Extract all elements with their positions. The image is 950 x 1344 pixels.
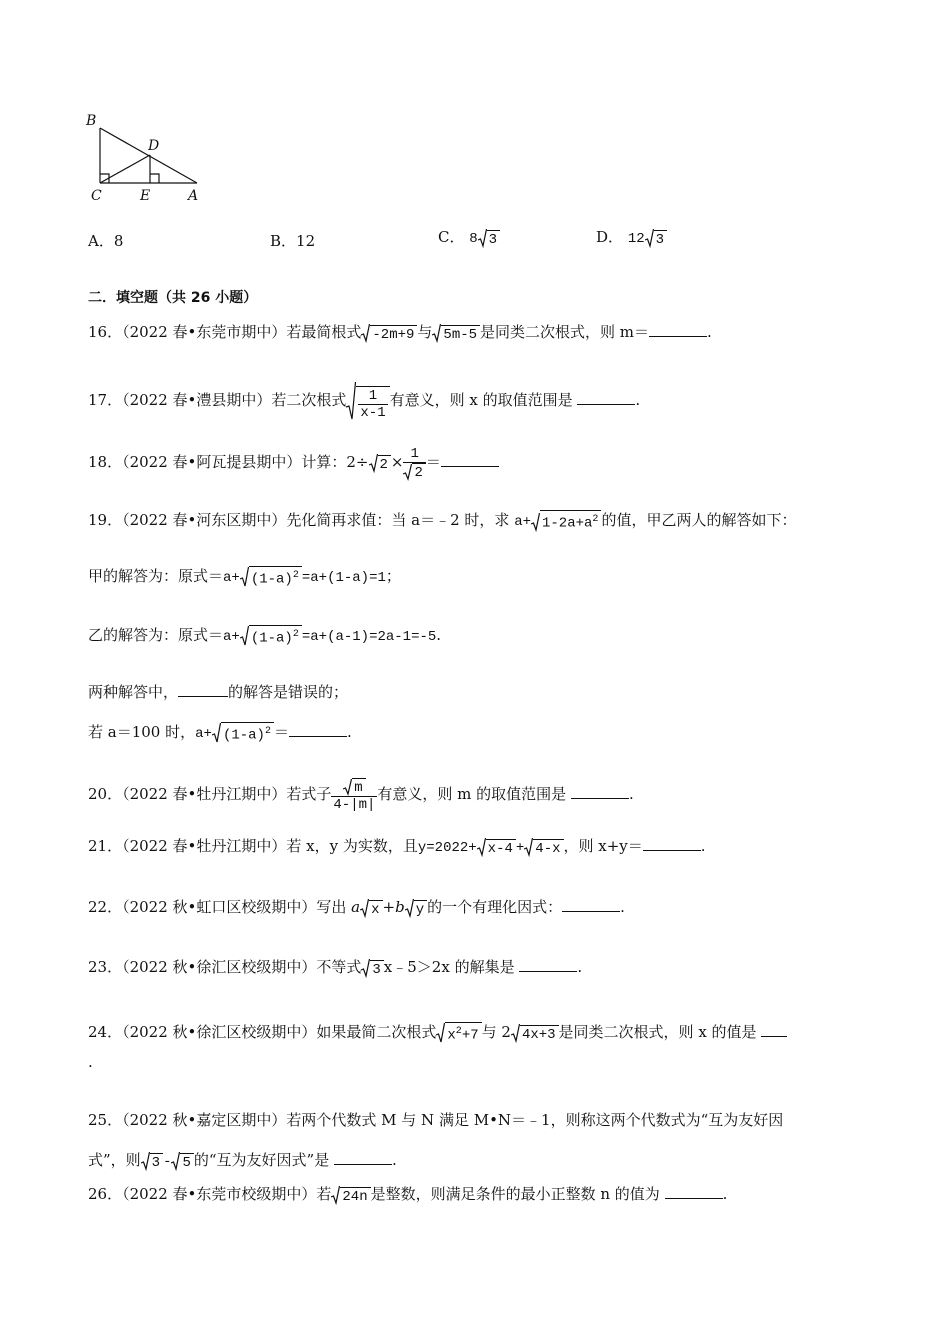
q-text: ＝ [425, 453, 441, 471]
q-end: . [635, 391, 641, 409]
answer-blank[interactable] [562, 897, 620, 912]
sqrt-expr [369, 453, 391, 473]
q-source: （2022 春•东莞市校级期中）若 [122, 1185, 332, 1203]
frac-den: 4-|m| [333, 796, 376, 813]
label-d: D [148, 138, 160, 154]
fraction [403, 446, 425, 481]
label-e: E [140, 188, 151, 204]
fraction [331, 778, 377, 813]
question-26 [88, 1184, 727, 1205]
q-source: （2022 春•阿瓦提县期中）计算：2÷ [122, 453, 369, 471]
sqrt-expr [511, 1023, 559, 1043]
q-text: 的解答是错误的； [228, 683, 349, 701]
radicand: y [414, 900, 427, 918]
q-num: 17． [88, 391, 123, 409]
sqrt-expr [403, 463, 425, 481]
answer-blank[interactable] [441, 452, 499, 467]
choice-letter: D． [596, 228, 624, 246]
sqrt-expr [171, 1151, 193, 1171]
answer-blank[interactable] [289, 722, 347, 737]
radicand: $(1-a)^2$ [221, 722, 274, 744]
question-22 [88, 897, 625, 918]
q-text: 两种解答中， [88, 683, 179, 701]
var-b: +b [382, 898, 405, 916]
sqrt-expr [524, 837, 563, 857]
answer-blank[interactable] [761, 1022, 787, 1037]
q-text: 有意义，则 m 的取值范围是 [377, 785, 567, 803]
var-a: a [351, 898, 361, 916]
q-end: . [620, 898, 625, 916]
q-text: 是整数，则满足条件的最小正整数 n 的值为 [370, 1185, 660, 1203]
q-text: ＝ [273, 723, 289, 741]
solution-label: 乙的解答为：原式＝ [88, 626, 224, 644]
sqrt-expr [361, 958, 383, 978]
exponent: 2 [592, 514, 599, 526]
expr: a+ [514, 514, 531, 530]
radicand: 5 [180, 1153, 193, 1171]
radicand: $(1-a)^2$ [249, 625, 302, 647]
expr: + [515, 840, 525, 856]
sqrt-expr [360, 898, 382, 918]
solution-label: 甲的解答为：原式＝ [88, 567, 224, 585]
question-24 [88, 1022, 787, 1044]
sqrt-expr [346, 381, 389, 421]
expr: =a+(1-a)=1 [301, 570, 386, 586]
answer-blank[interactable] [571, 784, 629, 799]
q-text: 与 2 [481, 1023, 511, 1041]
q-end: . [346, 723, 352, 741]
q-end: . [722, 1185, 728, 1203]
choice-value: 8 [113, 232, 124, 250]
question-25 [88, 1110, 783, 1130]
q-text: （2022 秋•嘉定区期中）若两个代数式 M 与 N 满足 M•N＝﹣1，则称这两个代数式为“互为友好因 [122, 1111, 784, 1129]
q-end: . [628, 785, 634, 803]
choice-b [270, 230, 315, 251]
triangle-figure [84, 110, 209, 205]
sqrt-expr [361, 323, 417, 343]
sqrt-expr [343, 778, 365, 796]
sqrt-expr [240, 566, 302, 588]
answer-blank[interactable] [334, 1150, 392, 1165]
q-num: 21． [88, 837, 123, 855]
q-source: （2022 秋•徐汇区校级期中）不等式 [122, 958, 362, 976]
radicand: 5m-5 [441, 325, 480, 343]
expr: a+ [195, 726, 212, 742]
choice-letter: B． [270, 232, 297, 250]
choice-d [596, 226, 667, 248]
q-num: 25． [88, 1111, 123, 1129]
q-end: ； [385, 567, 401, 585]
solution-jia [88, 566, 401, 588]
q-text: ，则 x+y＝ [563, 837, 643, 855]
radicand: 3 [654, 230, 667, 248]
sqrt-expr [477, 837, 516, 857]
frac-den: x-1 [360, 405, 386, 421]
sqrt-expr [331, 1185, 370, 1205]
section-title: 二．填空题（共 26 小题） [88, 290, 258, 306]
which-wrong [88, 682, 348, 702]
expr: y=2022+ [417, 840, 477, 856]
sqrt-expr [531, 510, 601, 532]
expr: a+ [223, 629, 240, 645]
q-text: × [390, 453, 404, 471]
q-end: . [707, 323, 712, 341]
radicand: x-4 [486, 839, 516, 857]
q-source: （2022 春•河东区期中）先化简再求值：当 a＝﹣2 时，求 [122, 511, 515, 529]
q-source: （2022 秋•徐汇区校级期中）如果最简二次根式 [122, 1023, 437, 1041]
q-source: （2022 春•澧县期中）若二次根式 [122, 391, 347, 409]
exponent: 2 [455, 1026, 462, 1038]
question-20 [88, 772, 634, 816]
q-num: 16． [88, 323, 123, 341]
a-equals-100 [88, 722, 352, 744]
question-21 [88, 836, 706, 858]
radicand: 2 [412, 463, 425, 481]
exponent: 2 [292, 629, 299, 641]
choice-value: 12 [296, 232, 316, 250]
q-num: 24． [88, 1023, 123, 1041]
exponent: 2 [264, 726, 271, 738]
choice-letter: C． [438, 228, 465, 246]
q-num: 20． [88, 785, 123, 803]
radicand: 3 [370, 960, 383, 978]
radicand: $1-2a+a^2$ [540, 510, 601, 532]
expr: =a+(a-1)=2a-1=-5 [301, 629, 437, 645]
solution-yi [88, 625, 441, 647]
choice-coef: 12 [627, 231, 645, 247]
q-end: . [436, 626, 442, 644]
q-text: 的值，甲乙两人的解答如下： [601, 511, 797, 529]
answer-blank[interactable] [665, 1184, 723, 1199]
radicand: 2 [378, 455, 391, 473]
sqrt-expr [432, 323, 480, 343]
question-23 [88, 957, 582, 978]
question-16 [88, 322, 712, 343]
q-source: （2022 秋•虹口区校级期中）写出 [122, 898, 352, 916]
radicand: 4x+3 [520, 1025, 559, 1043]
exponent: 2 [292, 570, 299, 582]
question-24-cont: . [88, 1053, 93, 1071]
answer-blank[interactable] [519, 957, 577, 972]
q-source: （2022 春•牡丹江期中）若式子 [122, 785, 332, 803]
sqrt-expr [141, 1151, 163, 1171]
q-text: 式”，则 [88, 1151, 141, 1169]
choice-coef: 8 [469, 231, 478, 247]
q-num: 22． [88, 898, 123, 916]
radicand: x [369, 900, 382, 918]
label-a: A [188, 188, 199, 204]
q-num: 19． [88, 511, 123, 529]
answer-blank[interactable] [643, 836, 701, 851]
answer-blank[interactable] [178, 682, 228, 697]
label-c: C [91, 188, 102, 204]
q-num: 26． [88, 1185, 123, 1203]
answer-blank[interactable] [649, 322, 707, 337]
radicand: 3 [487, 230, 500, 248]
q-source: （2022 春•牡丹江期中）若 x，y 为实数，且 [122, 837, 418, 855]
q-text: 与 [417, 323, 433, 341]
sqrt-expr [212, 722, 274, 744]
radicand: m [352, 778, 365, 796]
q-num: 23． [88, 958, 123, 976]
sqrt-expr [478, 228, 500, 248]
frac-num: 1 [368, 388, 378, 404]
radicand: 24n [340, 1187, 370, 1205]
sqrt-expr [240, 625, 302, 647]
sqrt-expr [436, 1022, 481, 1044]
q-end: . [392, 1151, 397, 1169]
expr: a+ [223, 570, 240, 586]
label-b: B [86, 113, 97, 129]
radicand: -2m+9 [370, 325, 417, 343]
question-25-line2 [88, 1150, 397, 1172]
choice-letter: A． [88, 232, 114, 250]
q-text: 的一个有理化因式： [427, 898, 563, 916]
radicand: 4-x [533, 839, 563, 857]
q-num: 18． [88, 453, 123, 471]
q-text: 是同类二次根式，则 m＝ [480, 323, 650, 341]
q-text: 有意义，则 x 的取值范围是 [389, 391, 573, 409]
q-source: （2022 春•东莞市期中）若最简根式 [122, 323, 362, 341]
q-end: . [577, 958, 583, 976]
radicand: $x^2+7$ [445, 1022, 481, 1044]
frac-num: 1 [410, 445, 419, 462]
sqrt-expr [405, 898, 427, 918]
sqrt-expr [645, 228, 667, 248]
expr: - [163, 1154, 172, 1170]
choice-c [438, 226, 500, 248]
radicand: $(1-a)^2$ [249, 566, 302, 588]
radicand: 3 [150, 1153, 163, 1171]
q-text: 若 a＝100 时， [88, 723, 196, 741]
choice-a [88, 230, 123, 251]
question-19 [88, 510, 796, 532]
q-end: . [700, 837, 706, 855]
q-text: 的“互为友好因式”是 [193, 1151, 330, 1169]
question-18 [88, 440, 499, 484]
answer-blank[interactable] [577, 390, 635, 405]
q-text: x﹣5＞2x 的解集是 [383, 958, 515, 976]
q-text: 是同类二次根式，则 x 的值是 [558, 1023, 757, 1041]
question-17 [88, 378, 640, 422]
